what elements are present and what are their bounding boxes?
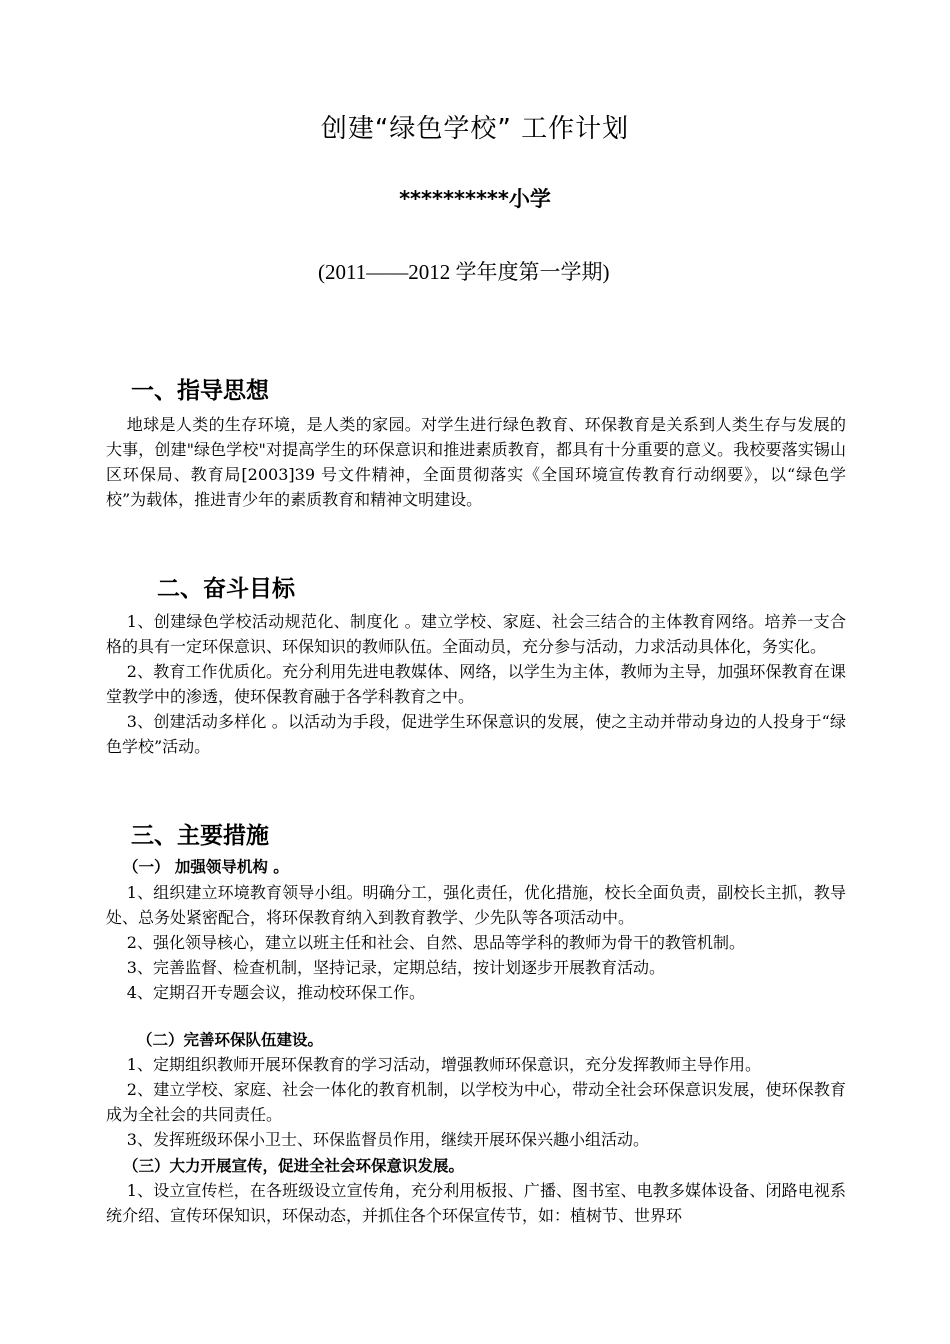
paragraph: 地球是人类的生存环境，是人类的家园。对学生进行绿色教育、环保教育是关系到人类生存与发展的大事，创建"绿色学校"对提高学生的环保意识和推进素质教育，都具有十分重要的意义。我校要落实锡山区环保局、教育局[2003]39 号文件精神，全面贯彻落实《全国环境宣传教育行动纲要》，以“绿色学校”为载体，推进青少年的素质教育和精神文明建设。 [106, 415, 846, 509]
section-heading-guiding-thought: 一、指导思想 [131, 378, 269, 404]
document-title: 创建“绿色学校” 工作计划 [320, 114, 630, 144]
term-label: (2011——2012 学年度第一学期) [318, 260, 610, 284]
section-heading-goals: 二、奋斗目标 [157, 576, 295, 602]
paragraph: 3、创建活动多样化 。以活动为手段，促进学生环保意识的发展，使之主动并带动身边的人投身于“绿色学校”活动。 [106, 712, 846, 756]
paragraph: 2、教育工作优质化。充分利用先进电教媒体、网络，以学生为主体，教师为主导，加强环保教育在课堂教学中的渗透，使环保教育融于各学科教育之中。 [106, 662, 846, 706]
subsection-heading-leadership: （一） 加强领导机构 。 [123, 858, 289, 876]
school-name: **********小学 [399, 187, 551, 211]
section-heading-measures: 三、主要措施 [131, 823, 269, 849]
paragraph: 1、定期组织教师开展环保教育的学习活动，增强教师环保意识，充分发挥教师主导作用。 [126, 1055, 761, 1074]
subsection-body-team [106, 1052, 846, 1152]
section-body-goals [106, 609, 846, 759]
paragraph: 3、完善监督、检查机制，坚持记录，定期总结，按计划逐步开展教育活动。 [126, 958, 665, 977]
paragraph: 3、发挥班级环保小卫士、环保监督员作用，继续开展环保兴趣小组活动。 [126, 1130, 649, 1149]
subsection-body-publicity [106, 1178, 846, 1228]
section-body-guiding-thought [106, 412, 846, 512]
paragraph: 1、设立宣传栏，在各班级设立宣传角，充分利用板报、广播、图书室、电教多媒体设备、闭路电视系统介绍、宣传环保知识，环保动态，并抓住各个环保宣传节，如：植树节、世界环 [106, 1181, 846, 1225]
paragraph: 2、建立学校、家庭、社会一体化的教育机制，以学校为中心，带动全社会环保意识发展，使环保教育成为全社会的共同责任。 [106, 1080, 846, 1124]
paragraph: 1、组织建立环境教育领导小组。明确分工，强化责任，优化措施，校长全面负责，副校长主抓，教导处、总务处紧密配合，将环保教育纳入到教育教学、少先队等各项活动中。 [106, 883, 846, 927]
subsection-heading-publicity: （三）大力开展宣传，促进全社会环保意识发展。 [123, 1157, 465, 1175]
subsection-body-leadership [106, 880, 846, 1005]
paragraph: 2、强化领导核心，建立以班主任和社会、自然、思品等学科的教师为骨干的教管机制。 [126, 933, 745, 952]
paragraph: 1、创建绿色学校活动规范化、制度化 。建立学校、家庭、社会三结合的主体教育网络。培养一支合格的具有一定环保意识、环保知识的教师队伍。全面动员，充分参与活动，力求活动具体化，务实化。 [106, 612, 846, 656]
paragraph: 4、定期召开专题会议，推动校环保工作。 [126, 983, 425, 1002]
subsection-heading-team: （二）完善环保队伍建设。 [137, 1031, 324, 1049]
